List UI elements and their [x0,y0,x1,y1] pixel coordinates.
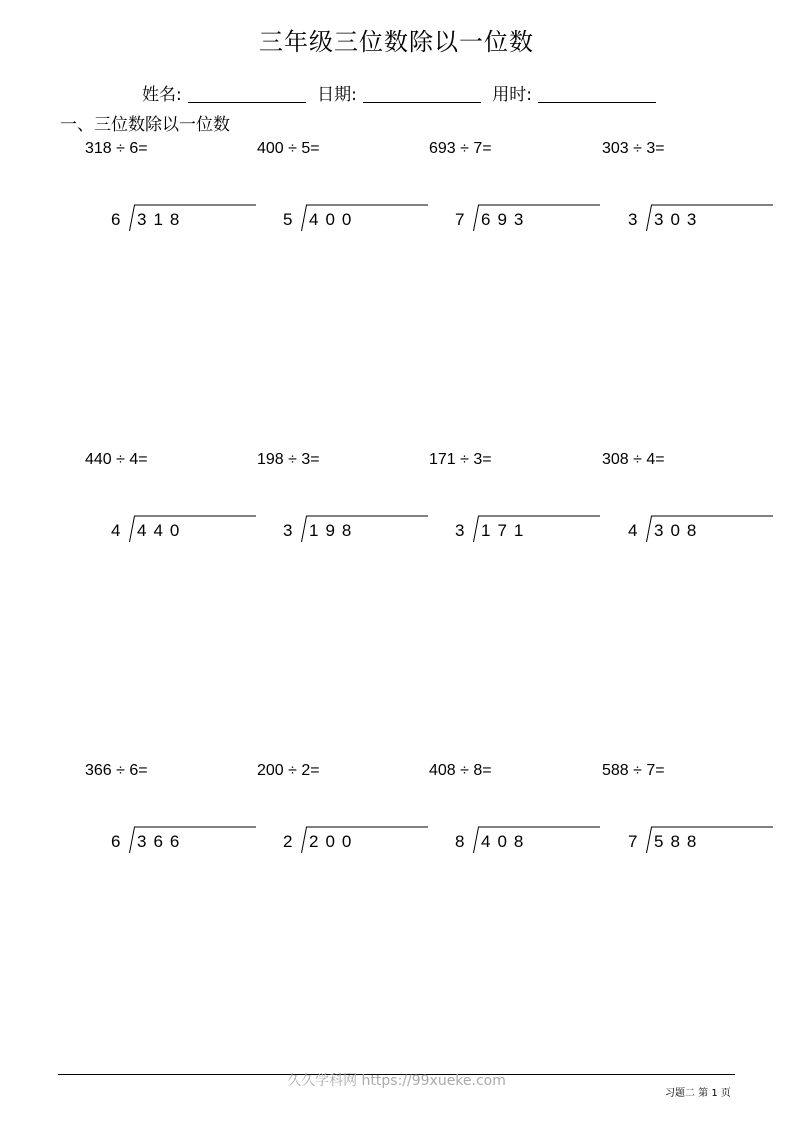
long-division [602,204,774,232]
long-division [429,204,601,232]
problem-7 [429,451,601,571]
divisor: 2 [283,832,293,851]
dividend: 440 [137,521,187,540]
problem-6 [257,451,429,571]
problem-5 [85,451,257,571]
student-info-row [142,80,662,105]
time-blank [538,86,656,103]
problem-equation: 198 ÷ 3= [257,451,320,468]
problem-equation: 303 ÷ 3= [602,140,665,157]
problem-1 [85,140,257,260]
problem-11 [429,762,601,882]
problem-12 [602,762,774,882]
name-label: 姓名: [142,85,182,105]
long-division [602,826,774,854]
dividend: 303 [654,210,704,229]
dividend: 366 [137,832,187,851]
long-division [257,515,429,543]
watermark: 久久学科网 https://99xueke.com [287,1073,506,1089]
problem-equation: 400 ÷ 5= [257,140,320,157]
problem-equation: 171 ÷ 3= [429,451,492,468]
long-division [429,826,601,854]
problem-equation: 440 ÷ 4= [85,451,148,468]
page-title: 三年级三位数除以一位数 [259,28,534,56]
problem-equation: 200 ÷ 2= [257,762,320,779]
problem-equation: 693 ÷ 7= [429,140,492,157]
divisor: 3 [283,521,293,540]
problem-equation: 366 ÷ 6= [85,762,148,779]
problem-4 [602,140,774,260]
long-division [429,515,601,543]
divisor: 3 [455,521,465,540]
divisor: 7 [628,832,638,851]
divisor: 4 [628,521,638,540]
date-label: 日期: [317,85,357,105]
dividend: 588 [654,832,704,851]
long-division [85,515,257,543]
long-division [602,515,774,543]
problem-equation: 308 ÷ 4= [602,451,665,468]
dividend: 198 [309,521,359,540]
long-division [257,204,429,232]
divisor: 6 [111,210,121,229]
dividend: 200 [309,832,359,851]
dividend: 318 [137,210,187,229]
long-division [85,204,257,232]
problem-9 [85,762,257,882]
dividend: 408 [481,832,531,851]
problem-3 [429,140,601,260]
problem-equation: 408 ÷ 8= [429,762,492,779]
divisor: 6 [111,832,121,851]
problem-8 [602,451,774,571]
divisor: 3 [628,210,638,229]
long-division [85,826,257,854]
date-blank [363,86,481,103]
problem-equation: 318 ÷ 6= [85,140,148,157]
divisor: 8 [455,832,465,851]
divisor: 7 [455,210,465,229]
name-blank [188,86,306,103]
page-number: 习题二 第 1 页 [665,1088,731,1099]
dividend: 171 [481,521,531,540]
dividend: 308 [654,521,704,540]
dividend: 400 [309,210,359,229]
problem-10 [257,762,429,882]
dividend: 693 [481,210,531,229]
problem-equation: 588 ÷ 7= [602,762,665,779]
section-heading: 一、三位数除以一位数 [60,115,230,135]
long-division [257,826,429,854]
divisor: 4 [111,521,121,540]
time-label: 用时: [492,85,533,105]
problem-2 [257,140,429,260]
divisor: 5 [283,210,293,229]
